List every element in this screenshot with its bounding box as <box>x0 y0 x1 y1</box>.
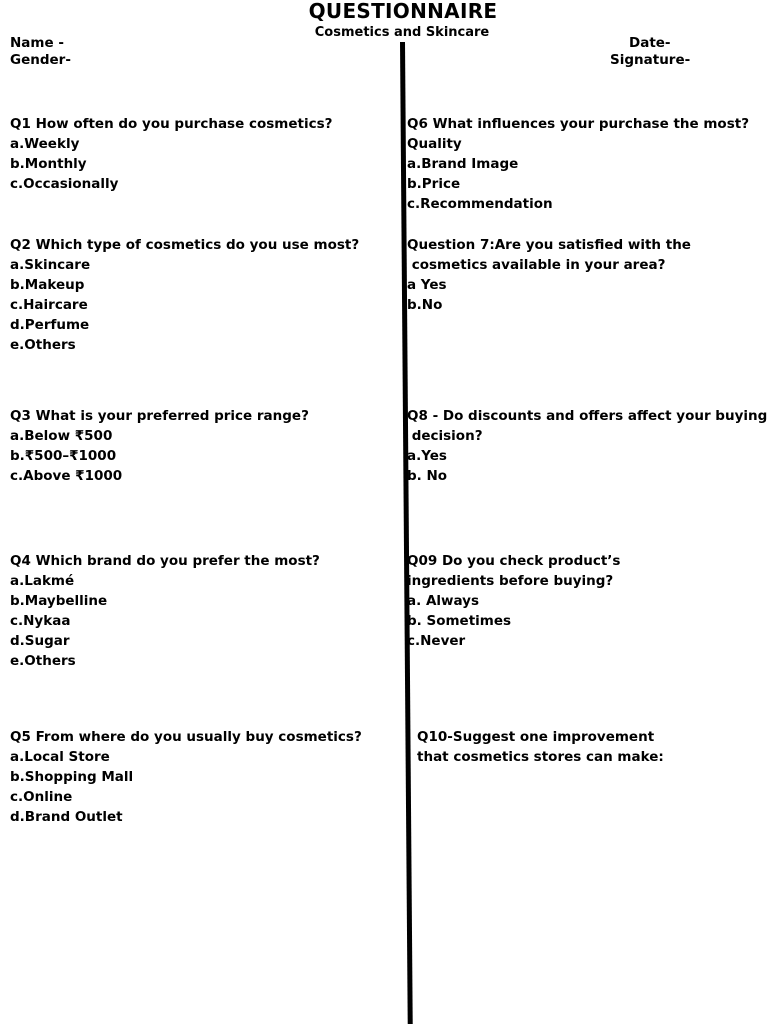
question-8 <box>407 406 767 486</box>
question-7-text-line2: cosmetics available in your area? <box>407 257 666 273</box>
question-6 <box>407 114 749 214</box>
date-label: Date- <box>629 35 671 51</box>
q4-option-b: b.Maybelline <box>10 593 108 609</box>
question-2 <box>10 235 359 355</box>
q4-option-e: e.Others <box>10 653 76 669</box>
question-10-text-line1: Q10-Suggest one improvement <box>417 729 655 745</box>
q1-option-b: b.Monthly <box>10 156 87 172</box>
q4-option-c: c.Nykaa <box>10 613 71 629</box>
q2-option-b: b.Makeup <box>10 277 85 293</box>
question-10 <box>417 727 664 767</box>
question-8-text-line2: decision? <box>407 428 483 444</box>
question-3-text: Q3 What is your preferred price range? <box>10 408 309 424</box>
question-5 <box>10 727 362 827</box>
q3-option-b: b.₹500–₹1000 <box>10 448 117 464</box>
q8-option-a: a.Yes <box>407 448 447 464</box>
question-5-text: Q5 From where do you usually buy cosmetics? <box>10 729 362 745</box>
q7-option-b: b.No <box>407 297 443 313</box>
question-6-text: Q6 What influences your purchase the most? <box>407 116 750 132</box>
question-10-text-line2: that cosmetics stores can make: <box>417 749 664 765</box>
q5-option-d: d.Brand Outlet <box>10 809 123 825</box>
question-7 <box>407 235 691 315</box>
question-1 <box>10 114 332 194</box>
q5-option-b: b.Shopping Mall <box>10 769 134 785</box>
name-label: Name - <box>10 35 64 51</box>
question-9 <box>407 551 620 651</box>
q8-option-b: b. No <box>407 468 448 484</box>
question-4 <box>10 551 320 671</box>
question-7-text-line1: Question 7:Are you satisfied with the <box>407 237 691 253</box>
question-1-text: Q1 How often do you purchase cosmetics? <box>10 116 333 132</box>
q6-option-a: a.Brand Image <box>407 156 519 172</box>
q3-option-c: c.Above ₹1000 <box>10 468 123 484</box>
q9-option-a: a. Always <box>407 593 480 609</box>
q5-option-c: c.Online <box>10 789 73 805</box>
q2-option-d: d.Perfume <box>10 317 90 333</box>
q9-option-b: b. Sometimes <box>407 613 512 629</box>
q9-option-c: c.Never <box>407 633 466 649</box>
page-subtitle: Cosmetics and Skincare <box>314 25 490 40</box>
page-title: QUESTIONNAIRE <box>308 0 498 23</box>
q3-option-a: a.Below ₹500 <box>10 428 113 444</box>
question-9-text-line1: Q09 Do you check product’s <box>407 553 621 569</box>
q2-option-a: a.Skincare <box>10 257 91 273</box>
q7-option-a: a Yes <box>407 277 447 293</box>
q4-option-a: a.Lakmé <box>10 573 75 589</box>
q6-option-quality: Quality <box>407 136 462 152</box>
question-4-text: Q4 Which brand do you prefer the most? <box>10 553 320 569</box>
q1-option-a: a.Weekly <box>10 136 80 152</box>
q6-option-c: c.Recommendation <box>407 196 553 212</box>
q2-option-c: c.Haircare <box>10 297 88 313</box>
q5-option-a: a.Local Store <box>10 749 110 765</box>
q1-option-c: c.Occasionally <box>10 176 119 192</box>
q4-option-d: d.Sugar <box>10 633 70 649</box>
question-8-text-line1: Q8 - Do discounts and offers affect your buying <box>407 408 768 424</box>
question-9-text-line2: ingredients before buying? <box>407 573 614 589</box>
question-2-text: Q2 Which type of cosmetics do you use most? <box>10 237 360 253</box>
signature-label: Signature- <box>610 52 691 68</box>
gender-label: Gender- <box>10 52 71 68</box>
q2-option-e: e.Others <box>10 337 76 353</box>
question-3 <box>10 406 309 486</box>
q6-option-b: b.Price <box>407 176 461 192</box>
